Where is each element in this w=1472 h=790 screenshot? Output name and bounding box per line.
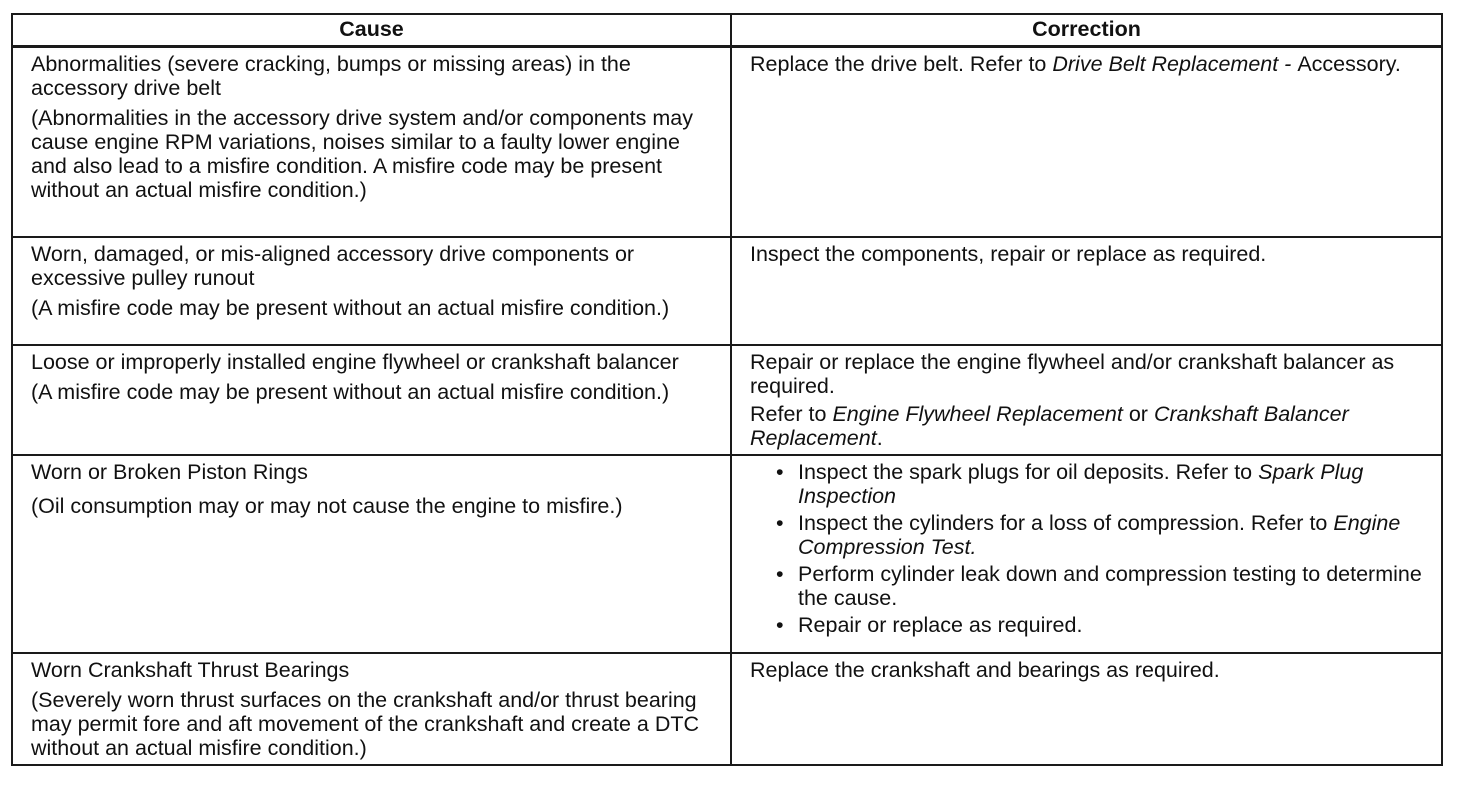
correction-text: Inspect the components, repair or replace as required.	[750, 242, 1267, 266]
header-correction: Correction	[731, 14, 1442, 47]
table-header-row	[12, 14, 1442, 47]
reference-link: Engine Flywheel Replacement	[832, 402, 1123, 426]
cause-title: Loose or improperly installed engine flywheel or crankshaft balancer	[31, 350, 679, 374]
cause-note: (A misfire code may be present without an actual misfire condition.)	[31, 380, 670, 404]
cause-title: Worn or Broken Piston Rings	[31, 460, 308, 484]
step-item: • Inspect the cylinders for a loss of compression. Refer to Engine Compression Test.	[776, 511, 1431, 559]
table-row	[12, 237, 1442, 345]
cause-note: (Abnormalities in the accessory drive system and/or components may cause engine RPM variations, noises similar to a faulty lower engine and also lead to a misfire condition. A misfire code may be present without an actual misfire condition.)	[31, 106, 693, 202]
cause-note: (A misfire code may be present without an actual misfire condition.)	[31, 296, 670, 320]
cause-title: Worn Crankshaft Thrust Bearings	[31, 658, 350, 682]
correction-cell	[731, 455, 1442, 653]
correction-reference: Refer to Engine Flywheel Replacement or Crankshaft Balancer Replacement.	[750, 402, 1349, 450]
step-item: • Repair or replace as required.	[776, 613, 1431, 637]
table-row	[12, 345, 1442, 455]
table-row	[12, 455, 1442, 653]
correction-text: Replace the drive belt. Refer to Drive Belt Replacement - Accessory.	[750, 52, 1401, 76]
cause-note: (Severely worn thrust surfaces on the crankshaft and/or thrust bearing may permit fore and aft movement of the crankshaft and create a DTC without an actual misfire condition.)	[31, 688, 700, 760]
correction-cell	[731, 345, 1442, 455]
correction-steps	[750, 460, 1431, 637]
correction-cell	[731, 47, 1442, 238]
cause-note: (Oil consumption may or may not cause the engine to misfire.)	[31, 494, 623, 518]
step-item: • Perform cylinder leak down and compression testing to determine the cause.	[776, 562, 1431, 610]
cause-cell	[12, 345, 731, 455]
cause-cell	[12, 455, 731, 653]
table-row	[12, 47, 1442, 238]
cause-cell	[12, 653, 731, 765]
reference-link: Crankshaft Balancer Replacement	[750, 402, 1349, 450]
cause-title: Worn, damaged, or mis-aligned accessory drive components or excessive pulley runout	[31, 242, 635, 290]
correction-text: Repair or replace the engine flywheel and/or crankshaft balancer as required.	[750, 350, 1395, 398]
header-cause: Cause	[12, 14, 731, 47]
step-item: • Inspect the spark plugs for oil deposits. Refer to Spark Plug Inspection	[776, 460, 1431, 508]
correction-text: Replace the crankshaft and bearings as required.	[750, 658, 1220, 682]
cause-cell	[12, 237, 731, 345]
correction-cell	[731, 237, 1442, 345]
diagnostic-table	[11, 13, 1443, 766]
table-row	[12, 653, 1442, 765]
cause-title: Abnormalities (severe cracking, bumps or missing areas) in the accessory drive belt	[31, 52, 631, 100]
correction-cell	[731, 653, 1442, 765]
cause-cell	[12, 47, 731, 238]
reference-link: Spark Plug Inspection	[798, 460, 1364, 508]
reference-link: Engine Compression Test.	[798, 511, 1401, 559]
reference-link: Drive Belt Replacement -	[1052, 52, 1298, 76]
